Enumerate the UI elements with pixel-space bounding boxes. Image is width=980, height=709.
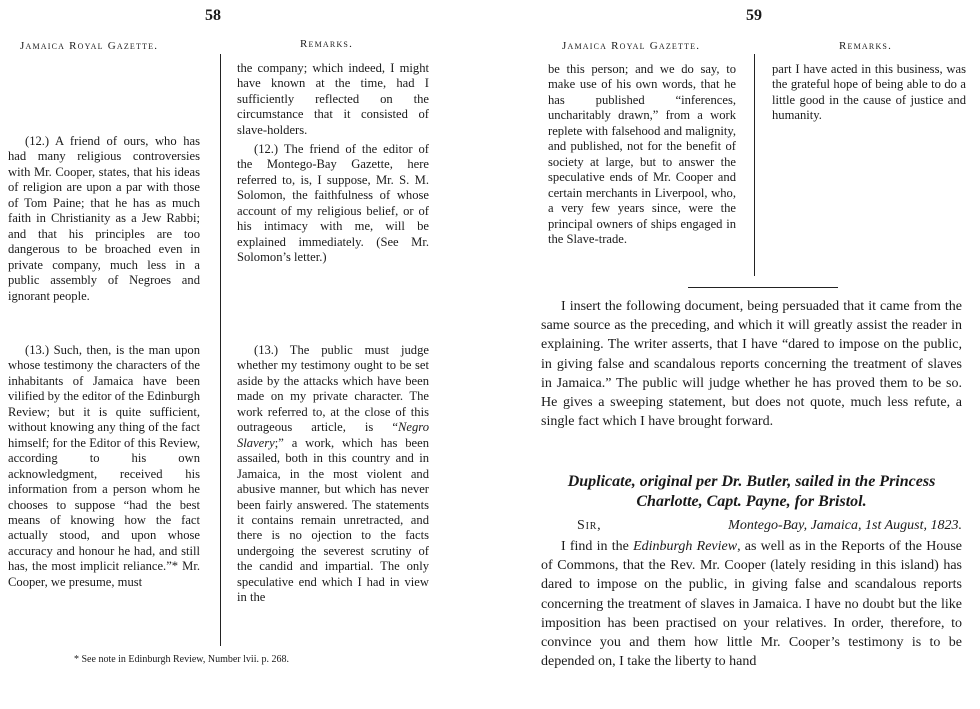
remark-12: (12.) The friend of the editor of the Montego-Bay Gazette, here referred to, is, I suppose, Mr. S. M. Solomon, the faithfulness of whose account of my religious belief, or of his intimacy with me, will be explained immediately. (See Mr. Solomon’s letter.) <box>237 142 429 265</box>
salutation: Sir, <box>577 518 602 533</box>
edinburgh-review-title: Edinburgh Review <box>633 539 738 554</box>
footnote: * See note in Edinburgh Review, Number lvii. p. 268. <box>74 654 289 665</box>
book-title-negro-slavery: Negro Slavery <box>237 420 429 450</box>
right-page <box>490 0 980 709</box>
column-header-remarks: Remarks. <box>839 40 893 52</box>
remark-13-text: (13.) The public must judge whether my testimony ought to be set aside by the attacks which have been made on my private character. The work referred to, at the close of this outrageous article, is “ <box>237 343 429 435</box>
column-divider <box>220 54 221 646</box>
gazette-note-12: (12.) A friend of ours, who has had many religious controversies with Mr. Cooper, states, that his ideas of religion are upon a par with those of Tom Paine; that he has as much faith in Christianity as a Jew Rabbi; and that his principles are too dangerous to be broached even in private company, much less in a public assembly of Negroes and ignorant people. <box>8 134 200 303</box>
letter-body <box>541 537 962 671</box>
gazette-continuation: be this person; and we do say, to make use of his own words, that he has published “inferences, uncharitably drawn,” from a work replete with falsehood and malignity, and published, not for the benefit of society at large, but to answer the speculative ends of Mr. Cooper and certain merchants in Liverpool, who, a very few years since, were the principal owners of ships engaged in the Slave-trade. <box>548 62 736 246</box>
letter-text-rest: , as well as in the Reports of the House of Commons, that the Rev. Mr. Cooper (lately residing in this island) has dared to impose on the public, in giving false and scandalous reports concerning the treatment of slaves in Jamaica. I have no doubt but the like imposition has been practised on your relatives. In order, therefore, to convince you and them how little Mr. Cooper’s testimony is to be depended on, I take the liberty to hand <box>541 539 962 670</box>
remark-continuation: the company; which indeed, I might have known at the time, had I sufficiently reflected on the circumstance that it consisted of slave-holders. <box>237 61 429 137</box>
left-page <box>0 0 470 709</box>
remark-13 <box>237 343 429 606</box>
page-number: 58 <box>205 7 221 24</box>
column-header-gazette: Jamaica Royal Gazette. <box>20 40 159 52</box>
duplicate-heading: Duplicate, original per Dr. Butler, sailed in the Princess Charlotte, Capt. Payne, for Bristol. <box>567 473 936 510</box>
gazette-note-13: (13.) Such, then, is the man upon whose testimony the characters of the inhabitants of Jamaica have been vilified by the editor of the Edinburgh Review; but it is quite sufficient, without knowing any thing of the fact himself; for the Editor of this Review, according to his own acknowledgment, received his information from a person whom he chooses to suppose “had the best means of knowing how the fact actually stood, and upon whose accuracy and honour he had, and still has, the most implicit reliance.”* Mr. Cooper, we presume, must <box>8 343 200 589</box>
insert-paragraph: I insert the following document, being persuaded that it came from the same source as the preceding, and which it will greatly assist the reader in explaining. The writer asserts, that I have “dared to impose on the public, in giving false and scandalous reports concerning the treatment of slaves in Jamaica.” The public will judge whether he has proved them to be so. He gives a sweeping statement, but does not quote, much less refute, a single fact which I have brought forward. <box>541 299 962 430</box>
page-number: 59 <box>746 7 762 24</box>
remark-continuation: part I have acted in this business, was the grateful hope of being able to do a little good in the cause of justice and humanity. <box>772 62 966 123</box>
remark-13-text-rest: ;” a work, which has been assailed, both in this country and in Jamaica, in the most violent and abusive manner, but which has never been fairly answered. The statements it contains remain unretracted, and there is no ojection to the facts undergoing the severest scrutiny of the candid and impartial. The only speculative end which I had in view in the <box>237 435 429 605</box>
column-divider <box>754 54 755 276</box>
column-header-remarks: Remarks. <box>300 38 354 50</box>
section-rule <box>688 287 838 288</box>
dateline: Montego-Bay, Jamaica, 1st August, 1823. <box>728 518 962 533</box>
letter-text: I find in the <box>561 539 634 554</box>
column-header-gazette: Jamaica Royal Gazette. <box>562 40 701 52</box>
